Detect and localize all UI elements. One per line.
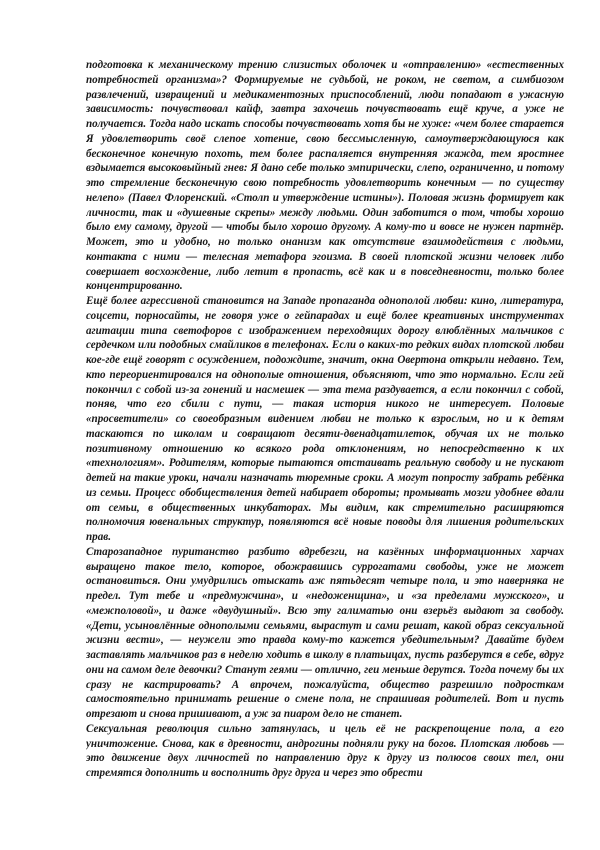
document-page — [86, 58, 564, 838]
paragraph-1: подготовка к механическому трению слизистых оболочек и «отправлению» «естественных потребностей организма»? Формируемые не судьбой, не роком, не светом, а симбиозом развлечений, извращений и медикаментозных приспособлений, люди попадают в ужасную зависимость: почувствовал кайф, завтра захочешь почувствовать ещё круче, а уже не получается. Тогда надо искать способы почувствовать хотя бы не хуже: «чем более старается Я удовлетворить своё слепое хотение, свою бессмысленную, самоутверждающуюся как бесконечное конечную похоть, тем более распаляется внутренняя жажда, тем яростнее вздымается высоковыйный гнев: Я дано себе только эмпирически, слепо, ограниченно, и потому это стремление бесконечную свою потребность удовлетворить конечным — по существу нелепо» (Павел Флоренский. «Столп и утверждение истины»). Половая жизнь формирует как личности, так и «душевные скрепы» между людьми. Один заботится о том, чтобы хорошо было ему самому, другой — чтобы было хорошо другому. А кому-то и вовсе не нужен партнёр. Может, это и удобно, но только онанизм как отсутствие взаимодействия с людьми, контакта с ними — телесная метафора эгоизма. В своей плотской жизни человек либо совершает восхождение, либо летит в пропасть, всё как и в повседневности, только более концентрированно. — [86, 59, 564, 293]
paragraph-4: Сексуальная революция сильно затянулась, и цель её не раскрепощение пола, а его уничтожение. Снова, как в древности, андрогины подняли руку на богов. Плотская любовь — это движение двух личностей по направлению друг к другу из полюсов своих тел, они стремятся дополнить и восполнить друг друга и через это обрести — [86, 722, 564, 779]
paragraph-3: Старозападное пуританство разбито вдребезги, на казённых информационных харчах выращено такое тело, которое, обожравшись суррогатами свободы, уже не может остановиться. Они умудрились отыскать аж пятьдесят четыре пола, и это наверняка не предел. Тут тебе и «предмужчина», и «недоженщина», и «за пределами мужского», и «межполовой», и даже «двудушный». Всю эту галиматью они взерьёз выдают за свободу. «Дети, усыновлённые однополыми семьями, вырастут и сами решат, какой образ сексуальной жизни вести», — неужели это правда кому-то кажется убедительным? Давайте будем заставлять мальчиков раз в неделю ходить в школу в платьицах, пусть разберутся в себе, вдруг они на самом деле девочки? Станут геями — отлично, геи меньше дерутся. Тогда почему бы их сразу не кастрировать? А впрочем, пожалуйста, общество разрешило подросткам самостоятельно принимать решение о смене пола, не спрашивая родителей. Вот и пусть отрезают и снова пришивают, а уж за пиаром дело не станет. — [86, 545, 564, 720]
paragraph-2: Ещё более агрессивной становится на Западе пропаганда однополой любви: кино, литература, соцсети, порносайты, не говоря уже о гейпарадах и ещё более креативных инструментах агитации типа светофоров с изображением переходящих дорогу влюблённых мальчиков с сердечком или подобных смайликов в телефонах. Если о каких-то редких видах плотской любви кое-где ещё говорят с осуждением, подождите, значит, окна Овертона открыли недавно. Тем, кто переориентировался на однополые отношения, объясняют, что это нормально. Если гей покончил с собой из-за гонений и насмешек — эта тема раздувается, а если покончил с собой, поняв, что его сбили с пути, — такая история никого не интересует. Половые «просветители» со своеобразным видением любви не только к взрослым, но и к детям таскаются по школам и совращают десяти-двенадцатилеток, обучая их не только позитивному отношению ко всякого рода отклонениям, но непосредственно к их «технологиям». Родителям, которые пытаются отстаивать реальную свободу и не пускают детей на такие уроки, начали назначать тюремные сроки. А могут попросту забрать ребёнка из семьи. Процесс обобществления детей набирает обороты; промывать мозги удобнее вдали от семьи, в общественных инкубаторах. Мы видим, как стремительно расширяются полномочия ювенальных структур, появляются всё новые поводы для лишения родительских прав. — [86, 295, 564, 543]
